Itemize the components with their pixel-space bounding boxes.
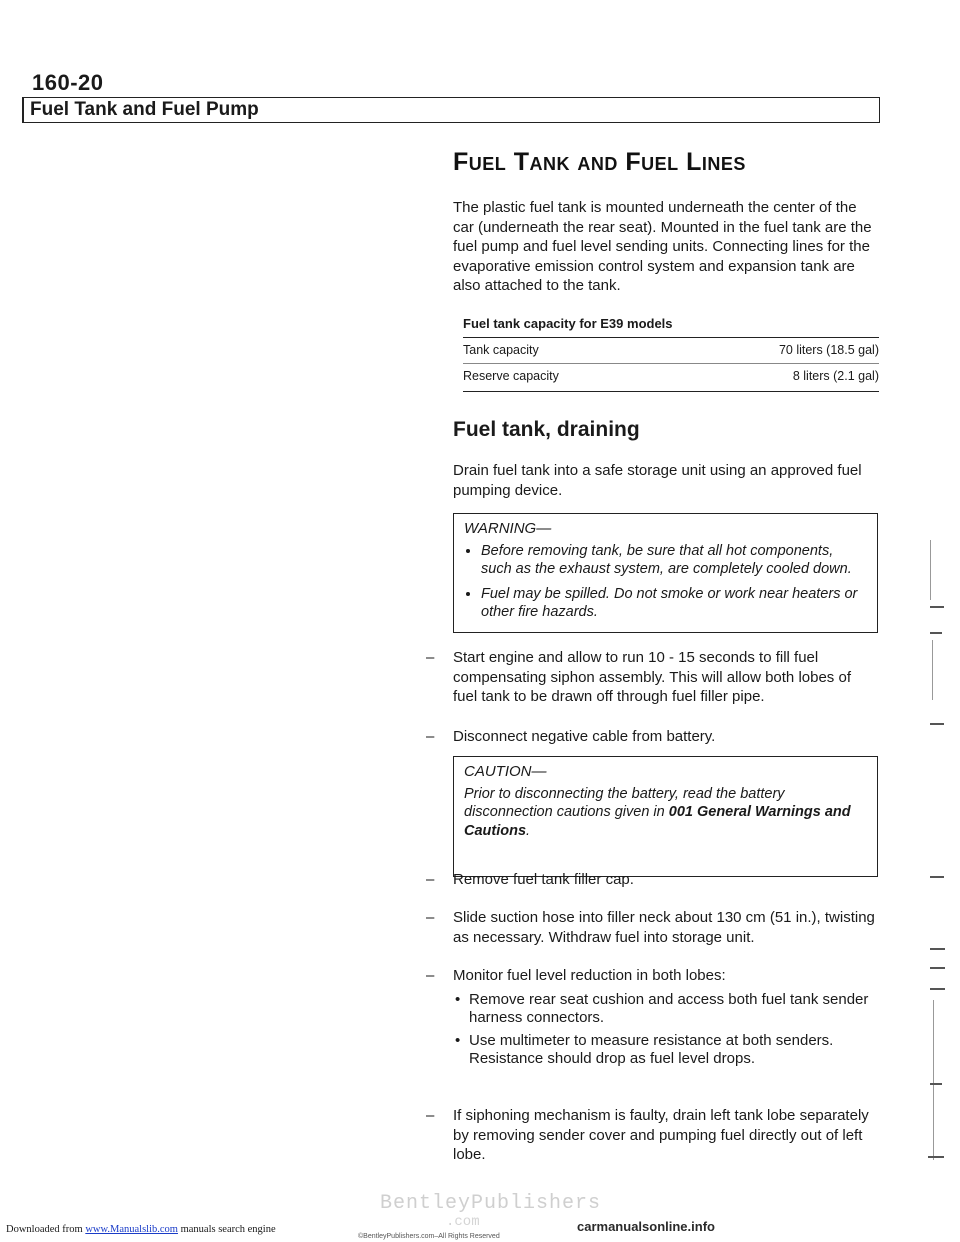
step-dash: –: [426, 728, 435, 745]
step-text: Remove fuel tank filler cap.: [453, 871, 634, 888]
copyright-strip: ©BentleyPublishers.com–All Rights Reserved: [358, 1233, 500, 1240]
procedure-step: [426, 908, 878, 947]
warning-box: [453, 513, 878, 633]
margin-line: [933, 1000, 934, 1160]
spec-table: [463, 316, 879, 392]
publisher-watermark-sub: .com: [446, 1214, 480, 1230]
warning-item: • Fuel may be spilled. Do not smoke or work near heaters or other fire hazards.: [481, 585, 867, 622]
sub-bullet: [455, 991, 877, 1027]
warning-title: WARNING—: [464, 520, 552, 537]
procedure-step: [426, 1106, 878, 1165]
caution-title: CAUTION—: [464, 763, 547, 780]
sub-bullet-text: Use multimeter to measure resistance at both senders. Resistance should drop as fuel level drops.: [469, 1032, 834, 1067]
sub-bullet: [455, 1032, 877, 1068]
step-dash: –: [426, 649, 435, 666]
caution-reference: 001 General Warnings and Cautions: [464, 804, 851, 839]
caution-text: [464, 785, 867, 841]
margin-tick: [930, 948, 945, 950]
procedure-step: [426, 870, 878, 890]
procedure-step: [426, 966, 878, 986]
footer-downloaded: [6, 1224, 276, 1235]
sub-heading: Fuel tank, draining: [453, 418, 640, 441]
table-title: Fuel tank capacity for E39 models: [463, 316, 879, 338]
table-cell-value: 8 liters (2.1 gal): [792, 369, 879, 383]
section-title: Fuel Tank and Fuel Pump: [30, 99, 259, 120]
step-dash: –: [426, 967, 435, 984]
table-cell-label: Reserve capacity: [463, 369, 559, 383]
manualslib-link[interactable]: www.Manualslib.com: [85, 1224, 178, 1235]
margin-tick: [928, 1156, 944, 1158]
step-text: Slide suction hose into filler neck about 130 cm (51 in.), twisting as necessary. Withdraw fuel into storage unit.: [453, 909, 875, 946]
step-dash: –: [426, 1107, 435, 1124]
margin-tick: [930, 967, 945, 969]
margin-tick: [930, 988, 945, 990]
bullet-dot: •: [455, 1032, 461, 1049]
margin-tick: [930, 1083, 942, 1085]
step-text: If siphoning mechanism is faulty, drain left tank lobe separately by removing sender cover and pumping fuel directly out of left lobe.: [453, 1107, 869, 1164]
intro-paragraph: The plastic fuel tank is mounted underneath the center of the car (underneath the rear seat). Mounted in the fuel tank are the fuel pump and fuel level sending units. Connecting lines for the evaporative emission control system and expansion tank are also attached to the tank.: [453, 199, 872, 295]
table-row: [463, 364, 879, 389]
margin-tick: [930, 876, 944, 878]
step-dash: –: [426, 909, 435, 926]
procedure-step: [426, 648, 878, 707]
step-text: Monitor fuel level reduction in both lobes:: [453, 967, 726, 984]
step-dash: –: [426, 871, 435, 888]
footer-prefix: Downloaded from: [6, 1224, 86, 1235]
procedure-step: [426, 727, 878, 747]
footer-site-name: carmanualsonline.info: [577, 1219, 715, 1234]
table-cell-value: 70 liters (18.5 gal): [778, 343, 879, 357]
caution-text-after: .: [526, 822, 531, 839]
margin-tick: [930, 723, 944, 725]
drain-paragraph: Drain fuel tank into a safe storage unit using an approved fuel pumping device.: [453, 462, 862, 499]
step-text: Disconnect negative cable from battery.: [453, 728, 716, 745]
publisher-watermark: BentleyPublishers: [380, 1192, 602, 1215]
table-row: [463, 338, 879, 364]
step-text: Start engine and allow to run 10 - 15 seconds to fill fuel compensating siphon assembly. This will allow both lobes of fuel tank to be drawn off through fuel filler pipe.: [453, 649, 851, 706]
table-cell-label: Tank capacity: [463, 343, 539, 357]
warning-item: • Before removing tank, be sure that all hot components, such as the exhaust system, are completely cooled down.: [481, 542, 867, 579]
margin-line: [930, 540, 931, 600]
margin-tick: [930, 606, 944, 608]
margin-line: [932, 640, 933, 700]
main-heading: Fuel Tank and Fuel Lines: [453, 148, 746, 176]
bullet-dot: •: [455, 991, 461, 1008]
caution-text-before: Prior to disconnecting the battery, read the battery disconnection cautions given in: [464, 785, 785, 820]
margin-tick: [930, 632, 942, 634]
sub-bullet-text: Remove rear seat cushion and access both fuel tank sender harness connectors.: [469, 991, 869, 1026]
footer-suffix: manuals search engine: [177, 1224, 276, 1235]
caution-box: [453, 756, 878, 877]
page-number: 160-20: [32, 70, 104, 95]
table-bottom-rule: [463, 391, 879, 392]
